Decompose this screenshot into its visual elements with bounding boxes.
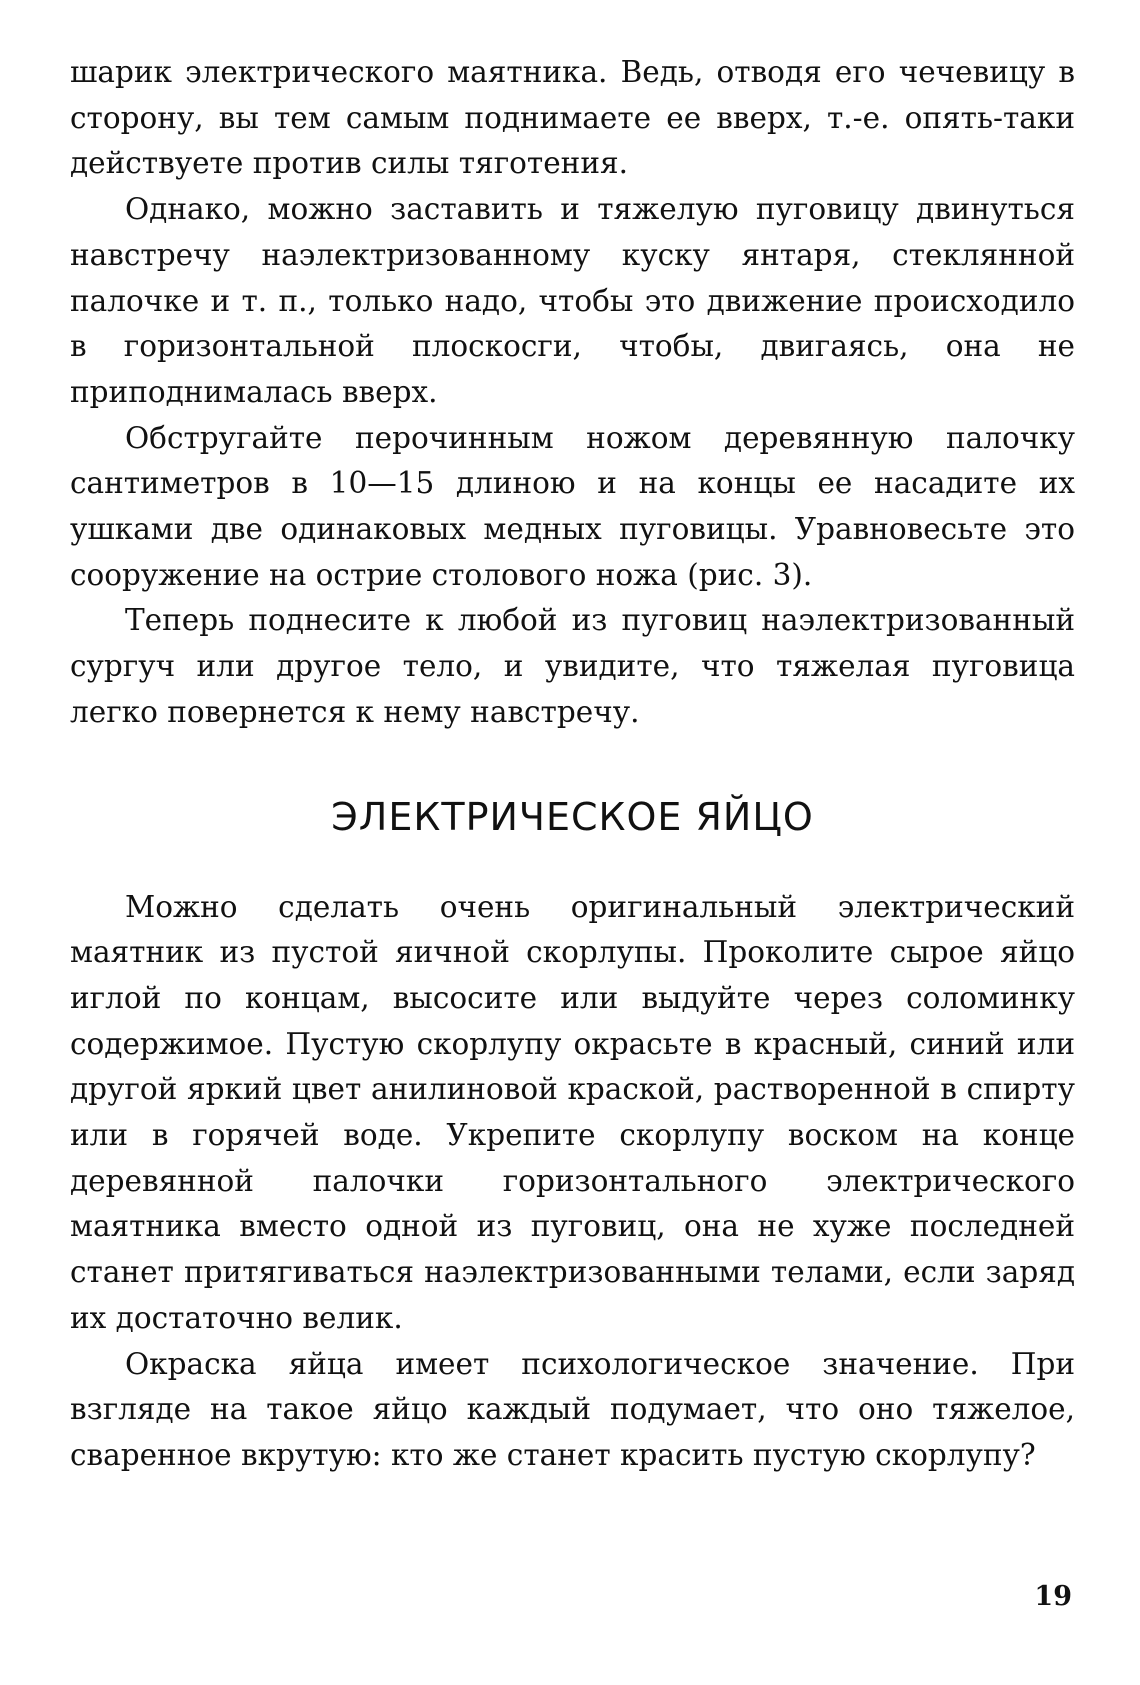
paragraph: Однако, можно заставить и тяжелую пуговицу двинуться навстречу наэлектризованному куску янтаря, стеклянной палочке и т. п., только надо, чтобы это движение происходило в горизонтальной плоскосги, чтобы, двигаясь, она не приподнималась вверх. — [70, 192, 1075, 409]
paragraph: Теперь поднесите к любой из пуговиц наэлектризованный сургуч или другое тело, и увидите, что тяжелая пуговица легко повернется к нему навстречу. — [70, 603, 1075, 729]
paragraph: шарик электрического маятника. Ведь, отводя его чечевицу в сторону, вы тем самым поднимаете ее вверх, т.-е. опять-таки действуете против силы тяготения. — [70, 55, 1075, 181]
section-heading: ЭЛЕКТРИЧЕСКОЕ ЯЙЦО — [331, 794, 814, 839]
paragraph: Можно сделать очень оригинальный электрический маятник из пустой яичной скорлупы. Проколите сырое яйцо иглой по концам, высосите или выдуйте через соломинку содержимое. Пустую скорлупу окрасьте в красный, синий или другой яркий цвет анилиновой краской, растворенной в спирту или в горячей воде. Укрепите скорлупу воском на конце деревянной палочки горизонтального электрического маятника вместо одной из пуговиц, она не хуже последней станет притягиваться наэлектризованными телами, если заряд их достаточно велик. — [70, 889, 1075, 1335]
paragraph: Обстругайте перочинным ножом деревянную палочку сантиметров в 10—15 длиною и на концы ее насадите их ушками две одинаковых медных пуговицы. Уравновесьте это сооружение на острие столового ножа (рис. 3). — [70, 420, 1075, 592]
page-body — [70, 50, 1075, 1479]
paragraph: Окраска яйца имеет психологическое значение. При взгляде на такое яйцо каждый подумает, что оно тяжелое, сваренное вкрутую: кто же станет красить пустую скорлупу? — [70, 1346, 1075, 1472]
page-number: 19 — [1034, 1581, 1072, 1612]
